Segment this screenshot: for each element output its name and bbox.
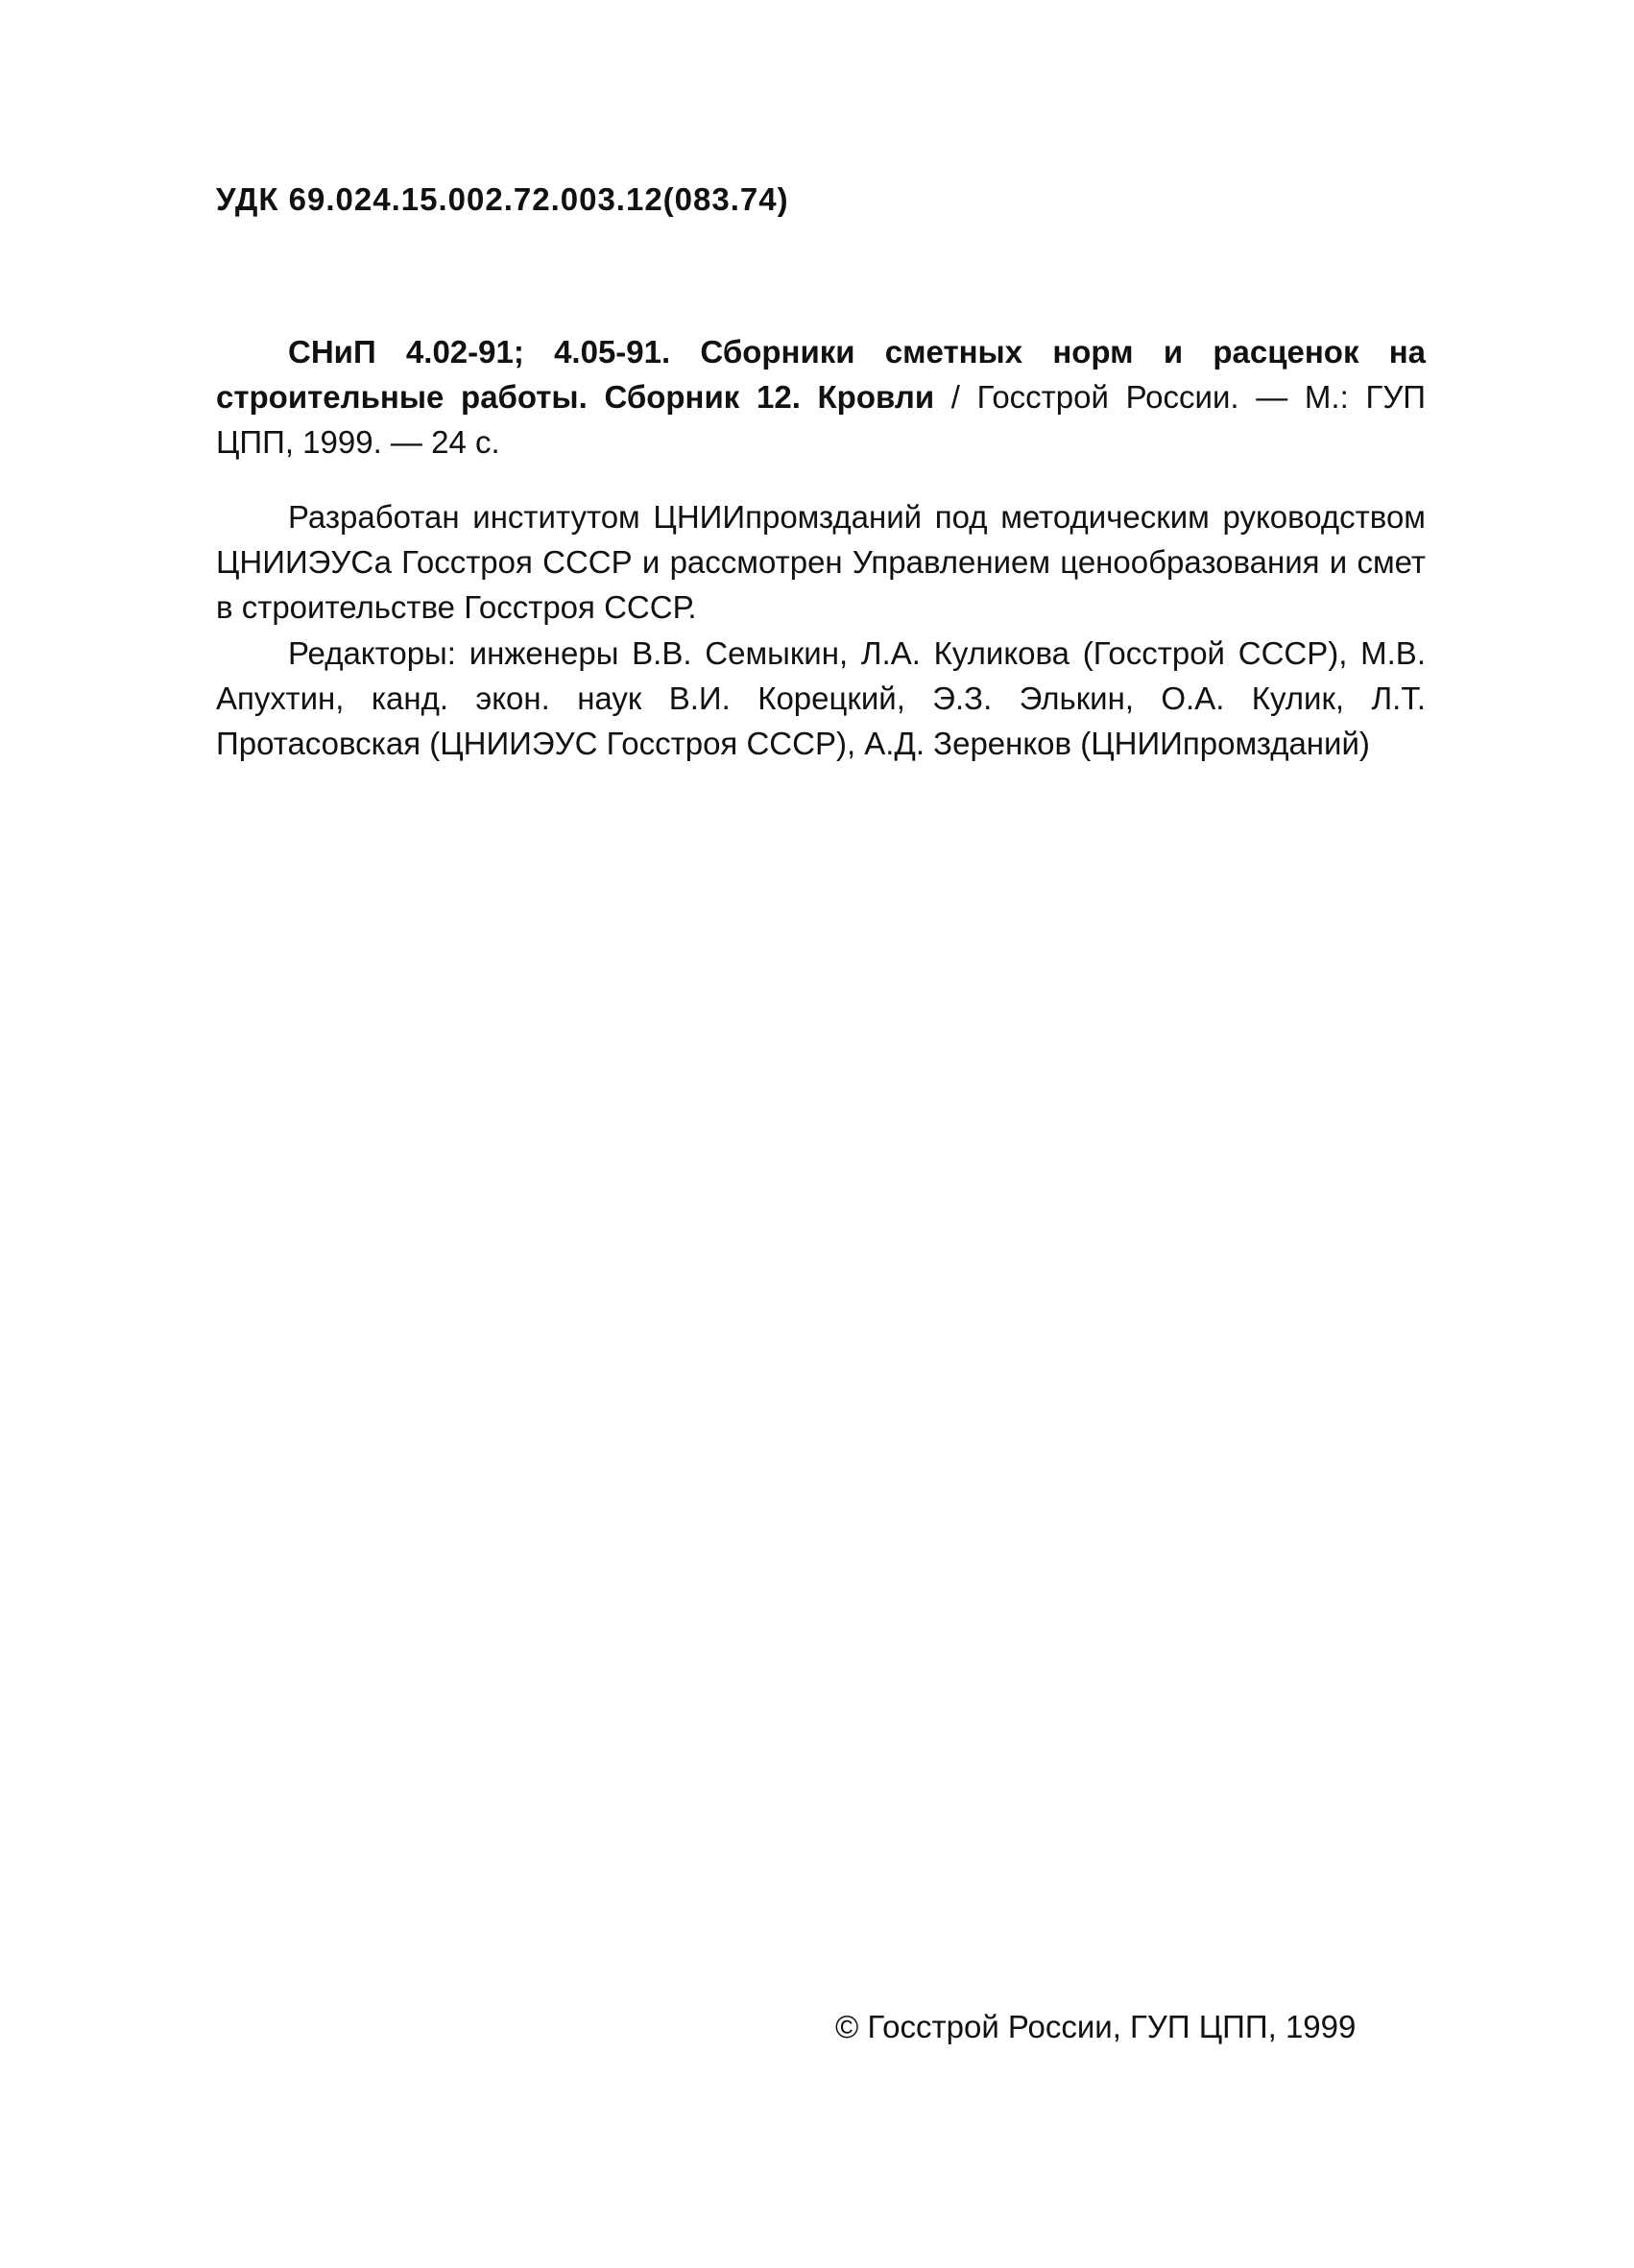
publisher-info: / Госстрой России. — М.: ГУП ЦПП, 1999. — 24 с.	[216, 379, 1426, 461]
credits-block	[216, 494, 1426, 766]
udk-code: УДК 69.024.15.002.72.003.12(083.74)	[216, 181, 789, 217]
developer-paragraph: Разработан институтом ЦНИИпромзданий под методическим руководством ЦНИИЭУСа Госстроя СССР и рассмотрен Управлением ценообразования и смет в строительстве Госстроя СССР.	[216, 499, 1426, 626]
editors-paragraph: Редакторы: инженеры В.В. Семыкин, Л.А. Куликова (Госстрой СССР), М.В. Апухтин, канд. экон. наук В.И. Корецкий, Э.З. Элькин, О.А. Кулик, Л.Т. Протасовская (ЦНИИЭУС Госстроя СССР), А.Д. Зеренков (ЦНИИпромзданий)	[216, 634, 1426, 761]
bibliographic-description	[216, 329, 1426, 466]
copyright-notice: © Госстрой России, ГУП ЦПП, 1999	[835, 2009, 1357, 2044]
document-title: СНиП 4.02-91; 4.05-91. Сборники сметных норм и расценок на строительные работы. Сборник 12. Кровли	[216, 334, 1426, 416]
